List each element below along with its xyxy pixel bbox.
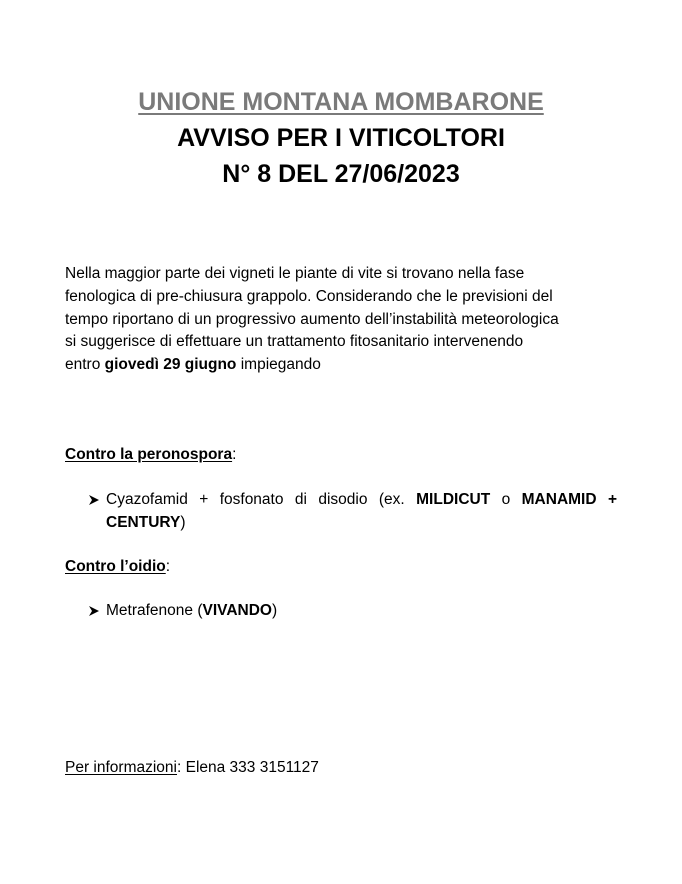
contact-label: Per informazioni [65,759,177,776]
product-name: MANAMID + CENTURY [106,491,618,531]
deadline-date: giovedì 29 giugno [104,356,237,374]
intro-line: tempo riportano di un progressivo aumento dell’instabilità meteorologica [65,310,559,328]
list-item-oidio [88,600,617,623]
section-heading-peronospora: Contro la peronospora: [65,446,237,463]
contact-info [65,757,319,779]
document-header [0,84,682,192]
organization-name: UNIONE MONTANA MOMBARONE [138,88,544,116]
intro-paragraph [65,263,617,377]
arrowhead-bullet-icon [88,489,104,506]
arrowhead-bullet-icon [88,600,104,617]
notice-title: AVVISO PER I VITICOLTORI [177,124,505,152]
intro-line: fenologica di pre-chiusura grappolo. Considerando che le previsioni del [65,287,553,305]
treatment-text: Metrafenone (VIVANDO) [106,602,278,619]
notice-number-date: N° 8 DEL 27/06/2023 [222,160,460,188]
intro-line: Nella maggior parte dei vigneti le piante di vite si trovano nella fase [65,265,525,282]
section-heading-oidio: Contro l’oidio: [65,558,171,575]
treatment-text: Cyazofamid + fosfonato di disodio (ex. MILDICUT o MANAMID + CENTURY) [106,491,618,531]
contact-details: : Elena 333 3151127 [177,759,319,776]
product-name: VIVANDO [202,602,272,619]
intro-line: entro giovedì 29 giugno impiegando [65,356,321,374]
product-name: MILDICUT [416,491,491,508]
list-item-peronospora [88,489,617,534]
intro-line: si suggerisce di effettuare un trattamento fitosanitario intervenendo [65,333,524,351]
